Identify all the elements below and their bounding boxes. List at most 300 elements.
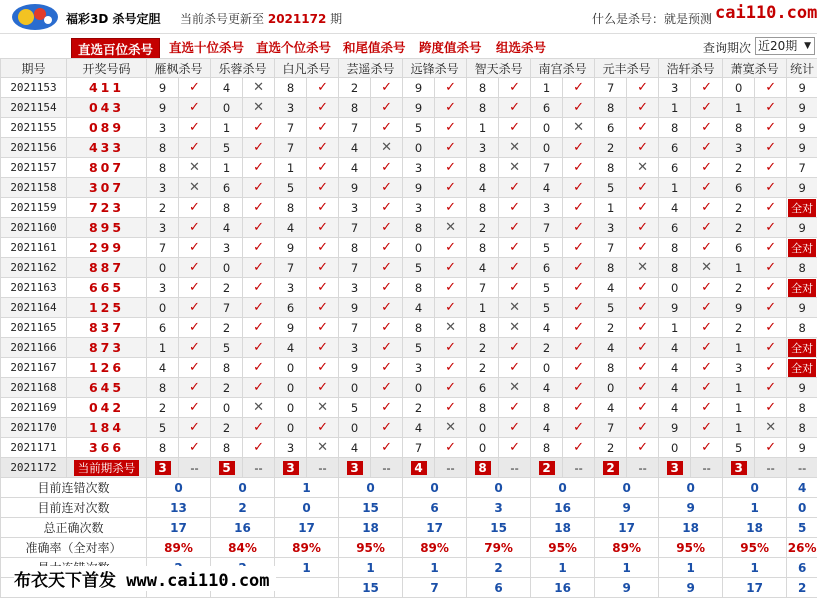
current-dash-cell: --: [627, 458, 659, 478]
kill-number-cell: 4: [403, 418, 435, 438]
result-mark-cell: [307, 318, 339, 338]
summary-value: 84%: [211, 538, 275, 558]
kill-number-cell: 8: [467, 238, 499, 258]
result-mark-cell: [691, 178, 723, 198]
kill-number-cell: 0: [339, 378, 371, 398]
check-icon: ✓: [381, 300, 392, 315]
check-icon: ✓: [381, 340, 392, 355]
result-mark-cell: [371, 78, 403, 98]
nav-tabs: [0, 34, 817, 58]
kill-number-cell: 2: [147, 398, 179, 418]
column-header: 乐蓉杀号: [211, 59, 275, 78]
result-mark-cell: [307, 338, 339, 358]
result-mark-cell: [499, 358, 531, 378]
summary-value: 2: [211, 498, 275, 518]
check-icon: ✓: [189, 360, 200, 375]
result-mark-cell: [179, 118, 211, 138]
kill-number-cell: 3: [275, 98, 307, 118]
check-icon: ✓: [317, 120, 328, 135]
check-icon: ✓: [701, 120, 712, 135]
period-cell: 2021154: [1, 98, 67, 118]
kill-number-cell: 0: [211, 258, 243, 278]
check-icon: ✓: [637, 80, 648, 95]
result-mark-cell: [563, 398, 595, 418]
stat-value: 9: [798, 101, 805, 115]
cross-icon: ✕: [701, 260, 712, 275]
summary-value: 0: [275, 498, 339, 518]
kill-number-cell: 9: [339, 178, 371, 198]
table-row: [1, 318, 817, 338]
kill-number-cell: 0: [211, 398, 243, 418]
result-mark-cell: [627, 398, 659, 418]
result-mark-cell: [435, 338, 467, 358]
tab-units-kill[interactable]: 直选个位杀号: [256, 38, 331, 56]
result-mark-cell: [371, 138, 403, 158]
what-is-kill-link[interactable]: 什么是杀号：就是预测: [592, 10, 712, 27]
kill-number-cell: 4: [467, 258, 499, 278]
check-icon: ✓: [317, 140, 328, 155]
kill-number-cell: 6: [659, 138, 691, 158]
result-mark-cell: [691, 378, 723, 398]
kill-number-cell: 8: [403, 278, 435, 298]
result-mark-cell: [755, 358, 787, 378]
kill-number-cell: 6: [467, 378, 499, 398]
award-number-cell: 184: [67, 418, 147, 438]
result-mark-cell: [627, 278, 659, 298]
award-number-cell: 645: [67, 378, 147, 398]
table-row: [1, 98, 817, 118]
check-icon: ✓: [701, 340, 712, 355]
table-row: [1, 338, 817, 358]
check-icon: ✓: [381, 400, 392, 415]
table-row: [1, 278, 817, 298]
summary-value: 95%: [659, 538, 723, 558]
kill-number-cell: 2: [595, 138, 627, 158]
summary-value: 0: [403, 478, 467, 498]
kill-number-cell: 3: [339, 198, 371, 218]
kill-number-cell: 5: [531, 298, 563, 318]
current-kill-number: 8: [475, 461, 491, 475]
summary-value: 17: [275, 518, 339, 538]
check-icon: ✓: [637, 120, 648, 135]
result-mark-cell: [691, 198, 723, 218]
kill-number-cell: 0: [275, 398, 307, 418]
check-icon: ✓: [509, 200, 520, 215]
site-domain[interactable]: cai110.com: [715, 3, 817, 23]
kill-number-cell: 1: [723, 258, 755, 278]
check-icon: ✓: [189, 380, 200, 395]
check-icon: ✓: [253, 440, 264, 455]
check-icon: ✓: [573, 100, 584, 115]
column-header: 浩轩杀号: [659, 59, 723, 78]
result-mark-cell: [243, 158, 275, 178]
check-icon: ✓: [573, 160, 584, 175]
kill-number-cell: 8: [339, 98, 371, 118]
current-dash-cell: --: [307, 458, 339, 478]
result-mark-cell: [307, 418, 339, 438]
kill-number-cell: 8: [659, 258, 691, 278]
kill-number-cell: 2: [723, 198, 755, 218]
check-icon: ✓: [765, 360, 776, 375]
stat-cell: [787, 118, 817, 138]
check-icon: ✓: [445, 380, 456, 395]
summary-value: 17: [147, 518, 211, 538]
summary-value: 0: [659, 478, 723, 498]
result-mark-cell: [179, 178, 211, 198]
kill-number-cell: 4: [659, 198, 691, 218]
table-header: [1, 59, 817, 78]
check-icon: ✓: [317, 280, 328, 295]
result-mark-cell: [243, 438, 275, 458]
kill-number-cell: 7: [339, 258, 371, 278]
kill-number-cell: 0: [531, 138, 563, 158]
check-icon: ✓: [445, 200, 456, 215]
result-mark-cell: [307, 178, 339, 198]
award-number-cell: 723: [67, 198, 147, 218]
result-mark-cell: [179, 338, 211, 358]
result-mark-cell: [435, 298, 467, 318]
check-icon: ✓: [765, 340, 776, 355]
check-icon: ✓: [317, 80, 328, 95]
stat-cell: [787, 398, 817, 418]
result-mark-cell: [499, 118, 531, 138]
result-mark-cell: [563, 378, 595, 398]
stat-value: 9: [798, 381, 805, 395]
result-mark-cell: [499, 178, 531, 198]
period-cell: 2021172: [1, 458, 67, 478]
period-cell: 2021161: [1, 238, 67, 258]
summary-value: 9: [659, 498, 723, 518]
result-mark-cell: [627, 218, 659, 238]
result-mark-cell: [371, 418, 403, 438]
result-mark-cell: [499, 218, 531, 238]
check-icon: ✓: [253, 140, 264, 155]
period-select[interactable]: 近20期 ▼: [755, 37, 815, 55]
result-mark-cell: [691, 258, 723, 278]
check-icon: ✓: [381, 200, 392, 215]
kill-number-cell: 2: [723, 318, 755, 338]
summary-value: [275, 578, 339, 598]
result-mark-cell: [435, 198, 467, 218]
check-icon: ✓: [701, 160, 712, 175]
period-cell: 2021153: [1, 78, 67, 98]
tab-hundreds-kill[interactable]: 直选百位杀号: [71, 38, 160, 60]
tab-tens-kill[interactable]: 直选十位杀号: [169, 38, 244, 56]
check-icon: ✓: [701, 440, 712, 455]
result-mark-cell: [435, 178, 467, 198]
check-icon: ✓: [253, 120, 264, 135]
kill-number-cell: 0: [467, 418, 499, 438]
result-mark-cell: [243, 258, 275, 278]
kill-number-cell: 2: [723, 278, 755, 298]
kill-number-cell: 3: [211, 238, 243, 258]
current-kill-number: 2: [603, 461, 619, 475]
summary-value: 79%: [467, 538, 531, 558]
column-header: 开奖号码: [67, 59, 147, 78]
check-icon: ✓: [765, 200, 776, 215]
check-icon: ✓: [701, 200, 712, 215]
result-mark-cell: [755, 158, 787, 178]
kill-number-cell: 6: [659, 158, 691, 178]
kill-number-cell: 7: [339, 118, 371, 138]
check-icon: ✓: [765, 260, 776, 275]
summary-stat: 4: [787, 478, 817, 498]
kill-number-cell: 8: [467, 398, 499, 418]
result-mark-cell: [499, 78, 531, 98]
result-mark-cell: [563, 178, 595, 198]
check-icon: ✓: [317, 220, 328, 235]
current-kill-number: 3: [347, 461, 363, 475]
stat-cell: [787, 98, 817, 118]
stat-value: 全对: [788, 279, 816, 297]
result-mark-cell: [307, 158, 339, 178]
kill-number-cell: 3: [147, 178, 179, 198]
cross-icon: ✕: [765, 420, 776, 435]
summary-value: 0: [723, 478, 787, 498]
tab-sum-tail-kill[interactable]: 和尾值杀号: [343, 38, 406, 56]
kill-number-cell: 0: [275, 418, 307, 438]
check-icon: ✓: [445, 260, 456, 275]
result-mark-cell: [627, 158, 659, 178]
kill-number-cell: 8: [595, 98, 627, 118]
current-dash-cell: --: [179, 458, 211, 478]
kill-number-cell: 5: [403, 118, 435, 138]
period-cell: 2021166: [1, 338, 67, 358]
check-icon: ✓: [317, 340, 328, 355]
result-mark-cell: [563, 298, 595, 318]
current-label: 当前期杀号: [74, 460, 140, 476]
stat-value: 全对: [788, 239, 816, 257]
result-mark-cell: [499, 198, 531, 218]
summary-value: 95%: [339, 538, 403, 558]
result-mark-cell: [243, 338, 275, 358]
kill-number-cell: 9: [339, 298, 371, 318]
kill-number-cell: 2: [467, 338, 499, 358]
stat-cell: [787, 138, 817, 158]
check-icon: ✓: [253, 220, 264, 235]
check-icon: ✓: [189, 340, 200, 355]
summary-value: 18: [659, 518, 723, 538]
result-mark-cell: [755, 198, 787, 218]
award-number-cell: 366: [67, 438, 147, 458]
award-number-cell: 307: [67, 178, 147, 198]
stat-value: 9: [798, 81, 805, 95]
check-icon: ✓: [317, 240, 328, 255]
kill-number-cell: 8: [211, 358, 243, 378]
summary-label: 目前连对次数: [1, 498, 147, 518]
result-mark-cell: [563, 198, 595, 218]
result-mark-cell: [179, 378, 211, 398]
check-icon: ✓: [317, 360, 328, 375]
result-mark-cell: [755, 298, 787, 318]
result-mark-cell: [755, 398, 787, 418]
table-row: [1, 178, 817, 198]
cross-icon: ✕: [445, 420, 456, 435]
cross-icon: ✕: [253, 100, 264, 115]
kill-number-cell: 0: [275, 378, 307, 398]
kill-number-cell: 9: [275, 238, 307, 258]
check-icon: ✓: [381, 240, 392, 255]
result-mark-cell: [371, 218, 403, 238]
result-mark-cell: [755, 78, 787, 98]
check-icon: ✓: [637, 200, 648, 215]
award-number-cell: 873: [67, 338, 147, 358]
summary-value: 0: [531, 478, 595, 498]
kill-number-cell: 0: [659, 278, 691, 298]
kill-number-cell: 7: [275, 138, 307, 158]
cross-icon: ✕: [509, 320, 520, 335]
period-cell: 2021159: [1, 198, 67, 218]
stat-cell: [787, 418, 817, 438]
summary-value: 1: [339, 558, 403, 578]
cross-icon: ✕: [189, 180, 200, 195]
current-dash-cell: --: [755, 458, 787, 478]
current-dash-cell: --: [691, 458, 723, 478]
current-kill-cell: [211, 458, 243, 478]
kill-number-cell: 0: [403, 138, 435, 158]
stat-cell: [787, 258, 817, 278]
kill-number-cell: 2: [211, 318, 243, 338]
kill-number-cell: 8: [339, 238, 371, 258]
kill-number-cell: 5: [403, 338, 435, 358]
result-mark-cell: [371, 98, 403, 118]
kill-number-cell: 7: [595, 78, 627, 98]
summary-value: 9: [659, 578, 723, 598]
check-icon: ✓: [381, 260, 392, 275]
period-cell: 2021169: [1, 398, 67, 418]
kill-number-cell: 6: [595, 118, 627, 138]
kill-number-cell: 8: [659, 238, 691, 258]
table-row: [1, 158, 817, 178]
result-mark-cell: [499, 318, 531, 338]
kill-number-cell: 7: [467, 278, 499, 298]
current-dash-cell: --: [371, 458, 403, 478]
kill-number-cell: 5: [211, 138, 243, 158]
kill-number-cell: 3: [147, 218, 179, 238]
kill-number-cell: 3: [403, 198, 435, 218]
check-icon: ✓: [381, 220, 392, 235]
summary-value: 16: [531, 578, 595, 598]
current-kill-cell: [275, 458, 307, 478]
cross-icon: ✕: [637, 260, 648, 275]
kill-number-cell: 7: [275, 258, 307, 278]
kill-number-cell: 3: [723, 358, 755, 378]
result-mark-cell: [435, 418, 467, 438]
check-icon: ✓: [573, 300, 584, 315]
result-mark-cell: [179, 218, 211, 238]
result-mark-cell: [627, 78, 659, 98]
result-mark-cell: [499, 398, 531, 418]
kill-number-cell: 1: [467, 298, 499, 318]
kill-number-cell: 7: [403, 438, 435, 458]
result-mark-cell: [371, 238, 403, 258]
result-mark-cell: [755, 258, 787, 278]
column-header: 远锋杀号: [403, 59, 467, 78]
check-icon: ✓: [573, 340, 584, 355]
award-number-cell: 126: [67, 358, 147, 378]
check-icon: ✓: [189, 420, 200, 435]
stat-value: 9: [798, 301, 805, 315]
result-mark-cell: [499, 338, 531, 358]
kill-number-cell: 7: [595, 418, 627, 438]
check-icon: ✓: [381, 380, 392, 395]
kill-number-cell: 3: [403, 358, 435, 378]
kill-number-cell: 3: [659, 78, 691, 98]
result-mark-cell: [179, 138, 211, 158]
result-mark-cell: [435, 238, 467, 258]
result-mark-cell: [563, 118, 595, 138]
kill-number-cell: 8: [467, 158, 499, 178]
check-icon: ✓: [189, 140, 200, 155]
result-mark-cell: [307, 98, 339, 118]
table-row: [1, 298, 817, 318]
period-cell: 2021168: [1, 378, 67, 398]
check-icon: ✓: [637, 440, 648, 455]
award-number-cell: 125: [67, 298, 147, 318]
result-mark-cell: [499, 98, 531, 118]
check-icon: ✓: [701, 240, 712, 255]
check-icon: ✓: [573, 180, 584, 195]
check-icon: ✓: [637, 220, 648, 235]
result-mark-cell: [371, 258, 403, 278]
tab-span-kill[interactable]: 跨度值杀号: [419, 38, 482, 56]
check-icon: ✓: [765, 440, 776, 455]
check-icon: ✓: [317, 200, 328, 215]
update-info: 当前杀号更新至 2021172 期: [180, 10, 342, 27]
tab-group-kill[interactable]: 组选杀号: [496, 38, 546, 56]
result-mark-cell: [435, 438, 467, 458]
result-mark-cell: [691, 438, 723, 458]
kill-number-cell: 1: [659, 98, 691, 118]
kill-number-cell: 2: [211, 418, 243, 438]
kill-number-cell: 3: [531, 198, 563, 218]
check-icon: ✓: [317, 300, 328, 315]
kill-number-cell: 5: [531, 238, 563, 258]
kill-number-cell: 9: [403, 98, 435, 118]
result-mark-cell: [627, 338, 659, 358]
stat-value: 8: [798, 261, 805, 275]
result-mark-cell: [371, 198, 403, 218]
table-row: [1, 118, 817, 138]
result-mark-cell: [307, 138, 339, 158]
result-mark-cell: [563, 358, 595, 378]
check-icon: ✓: [573, 280, 584, 295]
kill-number-cell: 9: [659, 298, 691, 318]
check-icon: ✓: [189, 200, 200, 215]
result-mark-cell: [243, 138, 275, 158]
current-kill-number: 3: [731, 461, 747, 475]
check-icon: ✓: [253, 160, 264, 175]
stat-cell: [787, 378, 817, 398]
result-mark-cell: [755, 218, 787, 238]
check-icon: ✓: [509, 240, 520, 255]
summary-value: 0: [595, 478, 659, 498]
kill-number-cell: 2: [211, 278, 243, 298]
kill-number-cell: 6: [723, 178, 755, 198]
result-mark-cell: [755, 138, 787, 158]
kill-number-cell: 8: [147, 138, 179, 158]
check-icon: ✓: [253, 200, 264, 215]
kill-number-cell: 0: [275, 358, 307, 378]
check-icon: ✓: [381, 280, 392, 295]
result-mark-cell: [243, 318, 275, 338]
kill-number-cell: 7: [595, 238, 627, 258]
check-icon: ✓: [701, 180, 712, 195]
kill-number-cell: 3: [467, 138, 499, 158]
check-icon: ✓: [701, 320, 712, 335]
check-icon: ✓: [573, 320, 584, 335]
kill-number-cell: 4: [659, 358, 691, 378]
